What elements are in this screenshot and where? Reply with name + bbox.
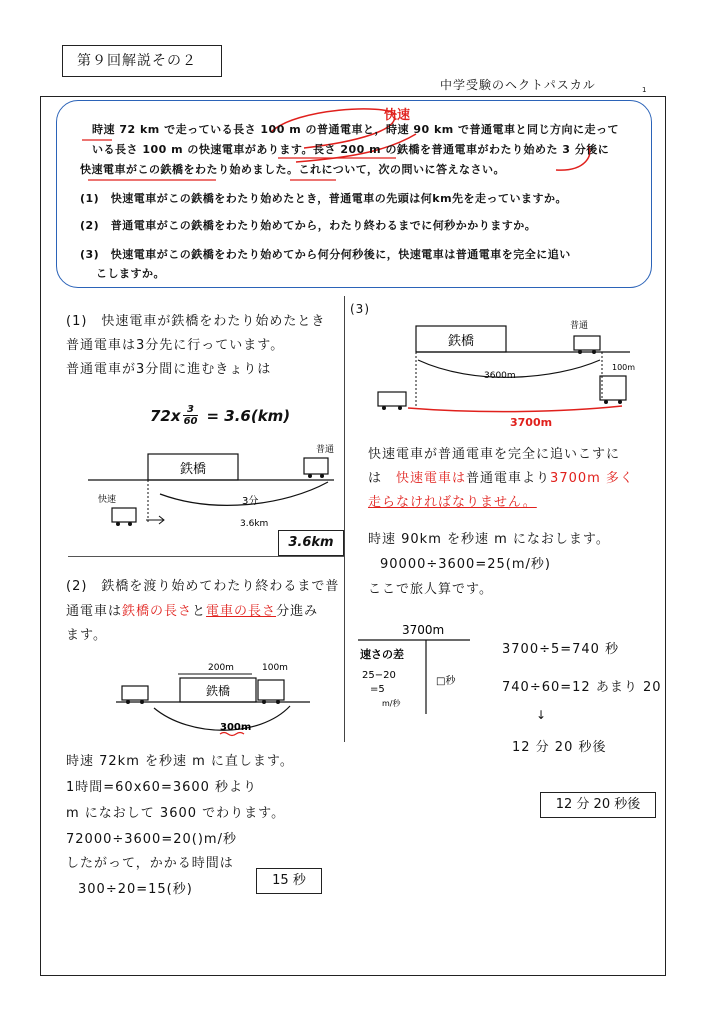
- down-arrow-icon: ↓: [536, 708, 547, 722]
- table-seconds: □秒: [436, 676, 456, 687]
- formula-right: = 3.6(km): [206, 406, 291, 425]
- train-length-phrase: 電車の長さ: [206, 604, 277, 619]
- table-speed-calc: 25−20: [362, 670, 396, 681]
- sol2-text-a: 通電車は: [66, 604, 123, 619]
- fraction-numerator: 3: [187, 404, 194, 415]
- sol3-label: (3): [350, 302, 370, 316]
- sol1-answer: 3.6km: [278, 530, 344, 556]
- sol3-result-2: 740÷60=12 あまり 20: [502, 680, 662, 695]
- tabibito-table: [352, 618, 492, 718]
- sol2-calc-6: 300÷20=15(秒): [78, 882, 193, 897]
- sol2-line-3: ます。: [66, 628, 107, 643]
- sol3-text-1: 快速電車が普通電車を完全に追いこすに: [368, 447, 621, 462]
- section-divider: [68, 556, 344, 557]
- sol1-bridge-label: 鉄橋: [179, 462, 207, 477]
- sol2-200m-label: 200m: [208, 663, 234, 673]
- sol1-formula: [150, 404, 290, 427]
- sol2-line-2: [66, 600, 318, 619]
- sol3-text-3: 走らなければなりません。: [368, 495, 537, 510]
- sol3-3600m-label: 3600m: [484, 371, 516, 381]
- sol3-calc-2: 90000÷3600=25(m/秒): [380, 557, 551, 572]
- problem-line-3: 快速電車がこの鉄橋をわたり始めました。これについて，次の問いに答えなさい。: [80, 163, 506, 176]
- sol3-text-2: [368, 467, 634, 486]
- question-3-line-2: こしますか。: [96, 267, 165, 280]
- sol1-kaisoku-label: 快速: [98, 495, 117, 505]
- sol3-3700m-label: 3700m: [510, 416, 553, 429]
- sol3-bridge-label: 鉄橋: [447, 334, 475, 349]
- table-top-label: 3700m: [402, 623, 445, 637]
- sol3-text-2c: 普通電車より: [466, 471, 551, 486]
- brand-name: 中学受験のヘクトパスカル: [440, 78, 596, 92]
- fraction-denominator: 60: [183, 416, 198, 427]
- sol1-minute-label: 3分: [242, 496, 259, 507]
- table-speed-unit: m/秒: [382, 699, 401, 708]
- sol3-text-2a: は: [368, 471, 397, 486]
- sol2-calc-5: したがって，かかる時間は: [66, 856, 234, 871]
- page-number: 1: [642, 86, 647, 94]
- sol2-100m-label: 100m: [262, 663, 288, 673]
- sol2-line-1: (2) 鉄橋を渡り始めてわたり終わるまで普: [66, 579, 340, 594]
- sol2-answer: 15 秒: [256, 868, 322, 894]
- problem-line-1: 時速 72 km で走っている長さ 100 m の普通電車と，時速 90 km で普通電車と同じ方向に走って: [92, 123, 620, 136]
- sol1-distance-label: 3.6km: [240, 519, 269, 529]
- sol2-300m-label: 300m: [220, 722, 252, 733]
- sol3-result-1: 3700÷5=740 秒: [502, 642, 620, 657]
- sol3-100m-label: 100m: [612, 363, 636, 372]
- table-speed-diff: 速さの差: [360, 648, 404, 661]
- sol1-line-1: (1) 快速電車が鉄橋をわたり始めたとき: [66, 314, 326, 329]
- sol3-answer: 12 分 20 秒後: [540, 792, 656, 818]
- extra-distance-phrase: 3700m 多く: [550, 471, 634, 486]
- sol1-futsu-label: 普通: [316, 445, 335, 455]
- sol2-calc-4: 72000÷3600=20()m/秒: [66, 832, 237, 847]
- bridge-length-phrase: 鉄橋の長さ: [122, 604, 193, 619]
- sol2-calc-1: 時速 72km を秒速 m に直します。: [66, 754, 294, 769]
- page-title: 第９回解説その２: [62, 45, 222, 77]
- sol3-result-3: 12 分 20 秒後: [512, 740, 607, 755]
- kaisoku-annotation: 快速: [384, 108, 411, 123]
- sol3-diagram: [364, 314, 654, 430]
- sol3-calc-3: ここで旅人算です。: [368, 582, 493, 597]
- kaisoku-phrase: 快速電車は: [396, 471, 467, 486]
- sol2-calc-3: m になおして 3600 でわります。: [66, 806, 286, 821]
- sol3-futsu-label: 普通: [570, 321, 589, 331]
- sol2-diagram: [110, 660, 346, 740]
- sol3-calc-1: 時速 90km を秒速 m になおします。: [368, 532, 610, 547]
- table-speed-result: =5: [370, 684, 385, 695]
- problem-line-2: いる長さ 100 m の快速電車があります。長さ 200 m の鉄橋を普通電車がわたり始めた 3 分後に: [92, 143, 610, 156]
- sol2-bridge-label: 鉄橋: [205, 684, 231, 698]
- formula-fraction: [183, 404, 199, 427]
- question-1: (1) 快速電車がこの鉄橋をわたり始めたとき，普通電車の先頭は何km先を走っていますか。: [80, 192, 568, 205]
- question-3-line-1: (3) 快速電車がこの鉄橋をわたり始めてから何分何秒後に，快速電車は普通電車を完全に追い: [80, 248, 571, 261]
- sol2-text-e: 分進み: [276, 604, 319, 619]
- sol1-line-2: 普通電車は3分先に行っています。: [66, 338, 285, 353]
- question-2: (2) 普通電車がこの鉄橋をわたり始めてから，わたり終わるまでに何秒かかりますか。: [80, 219, 537, 232]
- sol2-text-c: と: [192, 604, 207, 619]
- sol1-line-3: 普通電車が3分間に進むきょりは: [66, 362, 272, 377]
- sol2-calc-2: 1時間=60x60=3600 秒より: [66, 780, 258, 795]
- formula-left: 72x: [150, 406, 181, 425]
